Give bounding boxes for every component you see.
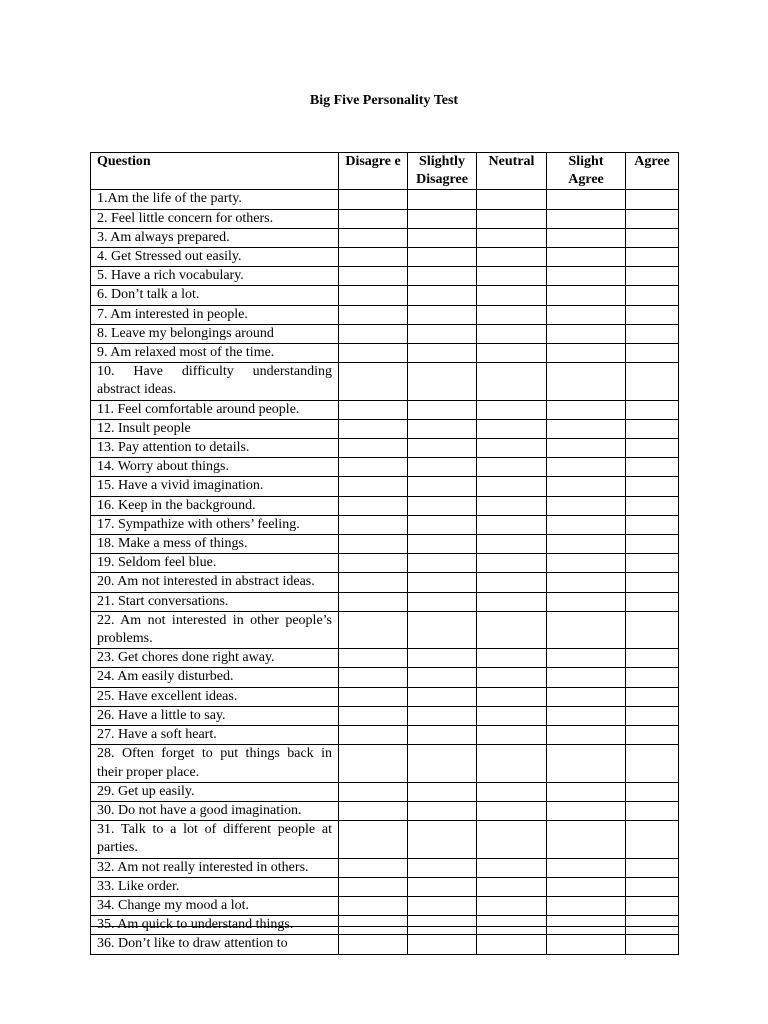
answer-cell-agree[interactable] bbox=[626, 573, 679, 592]
answer-cell-disagree[interactable] bbox=[339, 801, 408, 820]
answer-cell-agree[interactable] bbox=[626, 821, 679, 858]
answer-cell-disagree[interactable] bbox=[339, 324, 408, 343]
answer-cell-slight-agree[interactable] bbox=[547, 419, 626, 438]
question-text: 13. Pay attention to details. bbox=[91, 439, 339, 458]
question-text: 3. Am always prepared. bbox=[91, 228, 339, 247]
table-row bbox=[91, 821, 679, 858]
answer-cell-slight-agree[interactable] bbox=[547, 877, 626, 896]
answer-cell-slight-agree[interactable] bbox=[547, 935, 626, 954]
answer-cell-slight-agree[interactable] bbox=[547, 916, 626, 935]
answer-cell-slight-agree[interactable] bbox=[547, 228, 626, 247]
answer-cell-disagree[interactable] bbox=[339, 935, 408, 954]
answer-cell-disagree[interactable] bbox=[339, 439, 408, 458]
answer-cell-disagree[interactable] bbox=[339, 400, 408, 419]
answer-cell-disagree[interactable] bbox=[339, 592, 408, 611]
answer-cell-disagree[interactable] bbox=[339, 554, 408, 573]
answer-cell-disagree[interactable] bbox=[339, 515, 408, 534]
answer-cell-disagree[interactable] bbox=[339, 916, 408, 935]
answer-cell-slightly-disagree[interactable] bbox=[408, 458, 477, 477]
table-row bbox=[91, 477, 679, 496]
answer-cell-agree[interactable] bbox=[626, 554, 679, 573]
answer-cell-slight-agree[interactable] bbox=[547, 363, 626, 400]
answer-cell-agree[interactable] bbox=[626, 400, 679, 419]
table-row bbox=[91, 286, 679, 305]
answer-cell-slight-agree[interactable] bbox=[547, 858, 626, 877]
answer-cell-disagree[interactable] bbox=[339, 611, 408, 648]
answer-cell-disagree[interactable] bbox=[339, 745, 408, 782]
table-row bbox=[91, 228, 679, 247]
answer-cell-slight-agree[interactable] bbox=[547, 209, 626, 228]
answer-cell-neutral[interactable] bbox=[477, 668, 547, 687]
answer-cell-agree[interactable] bbox=[626, 324, 679, 343]
table-row bbox=[91, 496, 679, 515]
header-disagree: Disagre e bbox=[339, 153, 408, 190]
answer-cell-slight-agree[interactable] bbox=[547, 554, 626, 573]
question-text: 18. Make a mess of things. bbox=[91, 535, 339, 554]
question-text: 22. Am not interested in other people’s problems. bbox=[91, 611, 339, 648]
answer-cell-slightly-disagree[interactable] bbox=[408, 706, 477, 725]
answer-cell-slight-agree[interactable] bbox=[547, 344, 626, 363]
answer-cell-neutral[interactable] bbox=[477, 477, 547, 496]
answer-cell-slightly-disagree[interactable] bbox=[408, 286, 477, 305]
answer-cell-slight-agree[interactable] bbox=[547, 782, 626, 801]
answer-cell-disagree[interactable] bbox=[339, 477, 408, 496]
answer-cell-agree[interactable] bbox=[626, 611, 679, 648]
table-row bbox=[91, 745, 679, 782]
answer-cell-agree[interactable] bbox=[626, 363, 679, 400]
answer-cell-disagree[interactable] bbox=[339, 573, 408, 592]
table-row bbox=[91, 439, 679, 458]
answer-cell-slight-agree[interactable] bbox=[547, 439, 626, 458]
answer-cell-disagree[interactable] bbox=[339, 267, 408, 286]
answer-cell-disagree[interactable] bbox=[339, 190, 408, 209]
table-row bbox=[91, 706, 679, 725]
question-text: 30. Do not have a good imagination. bbox=[91, 801, 339, 820]
question-text: 35. Am quick to understand things. bbox=[91, 916, 339, 935]
answer-cell-slight-agree[interactable] bbox=[547, 535, 626, 554]
table-row bbox=[91, 726, 679, 745]
answer-cell-slightly-disagree[interactable] bbox=[408, 687, 477, 706]
answer-cell-slightly-disagree[interactable] bbox=[408, 228, 477, 247]
answer-cell-slight-agree[interactable] bbox=[547, 477, 626, 496]
question-text: 28. Often forget to put things back in their proper place. bbox=[91, 745, 339, 782]
answer-cell-slight-agree[interactable] bbox=[547, 496, 626, 515]
answer-cell-slight-agree[interactable] bbox=[547, 286, 626, 305]
question-text: 26. Have a little to say. bbox=[91, 706, 339, 725]
answer-cell-disagree[interactable] bbox=[339, 344, 408, 363]
question-text: 1.Am the life of the party. bbox=[91, 190, 339, 209]
answer-cell-agree[interactable] bbox=[626, 515, 679, 534]
answer-cell-agree[interactable] bbox=[626, 439, 679, 458]
answer-cell-neutral[interactable] bbox=[477, 916, 547, 935]
answer-cell-slightly-disagree[interactable] bbox=[408, 554, 477, 573]
answer-cell-slightly-disagree[interactable] bbox=[408, 248, 477, 267]
question-text: 24. Am easily disturbed. bbox=[91, 668, 339, 687]
answer-cell-disagree[interactable] bbox=[339, 209, 408, 228]
answer-cell-slightly-disagree[interactable] bbox=[408, 745, 477, 782]
answer-cell-disagree[interactable] bbox=[339, 668, 408, 687]
question-text: 36. Don’t like to draw attention to bbox=[91, 935, 339, 954]
answer-cell-neutral[interactable] bbox=[477, 515, 547, 534]
question-text: 5. Have a rich vocabulary. bbox=[91, 267, 339, 286]
answer-cell-agree[interactable] bbox=[626, 248, 679, 267]
table-row bbox=[91, 458, 679, 477]
answer-cell-slight-agree[interactable] bbox=[547, 896, 626, 915]
answer-cell-neutral[interactable] bbox=[477, 801, 547, 820]
answer-cell-disagree[interactable] bbox=[339, 248, 408, 267]
question-text: 17. Sympathize with others’ feeling. bbox=[91, 515, 339, 534]
answer-cell-agree[interactable] bbox=[626, 726, 679, 745]
answer-cell-disagree[interactable] bbox=[339, 877, 408, 896]
answer-cell-agree[interactable] bbox=[626, 228, 679, 247]
answer-cell-slightly-disagree[interactable] bbox=[408, 573, 477, 592]
answer-cell-disagree[interactable] bbox=[339, 821, 408, 858]
answer-cell-agree[interactable] bbox=[626, 458, 679, 477]
table-row bbox=[91, 305, 679, 324]
answer-cell-slight-agree[interactable] bbox=[547, 706, 626, 725]
answer-cell-neutral[interactable] bbox=[477, 745, 547, 782]
answer-cell-slightly-disagree[interactable] bbox=[408, 400, 477, 419]
answer-cell-slight-agree[interactable] bbox=[547, 458, 626, 477]
question-text: 27. Have a soft heart. bbox=[91, 726, 339, 745]
answer-cell-slightly-disagree[interactable] bbox=[408, 419, 477, 438]
answer-cell-slightly-disagree[interactable] bbox=[408, 668, 477, 687]
question-text: 2. Feel little concern for others. bbox=[91, 209, 339, 228]
table-row bbox=[91, 535, 679, 554]
header-row bbox=[91, 153, 679, 190]
answer-cell-slightly-disagree[interactable] bbox=[408, 896, 477, 915]
answer-cell-neutral[interactable] bbox=[477, 611, 547, 648]
header-neutral: Neutral bbox=[477, 153, 547, 190]
answer-cell-slightly-disagree[interactable] bbox=[408, 611, 477, 648]
answer-cell-neutral[interactable] bbox=[477, 190, 547, 209]
answer-cell-agree[interactable] bbox=[626, 782, 679, 801]
answer-cell-neutral[interactable] bbox=[477, 496, 547, 515]
questionnaire-table bbox=[90, 152, 679, 955]
answer-cell-neutral[interactable] bbox=[477, 458, 547, 477]
question-text: 10. Have difficulty understanding abstract ideas. bbox=[91, 363, 339, 400]
answer-cell-slight-agree[interactable] bbox=[547, 190, 626, 209]
answer-cell-neutral[interactable] bbox=[477, 535, 547, 554]
table-row bbox=[91, 649, 679, 668]
question-text: 4. Get Stressed out easily. bbox=[91, 248, 339, 267]
answer-cell-agree[interactable] bbox=[626, 916, 679, 935]
answer-cell-slightly-disagree[interactable] bbox=[408, 496, 477, 515]
answer-cell-slightly-disagree[interactable] bbox=[408, 305, 477, 324]
answer-cell-neutral[interactable] bbox=[477, 439, 547, 458]
question-text: 14. Worry about things. bbox=[91, 458, 339, 477]
answer-cell-agree[interactable] bbox=[626, 896, 679, 915]
question-text: 8. Leave my belongings around bbox=[91, 324, 339, 343]
answer-cell-slight-agree[interactable] bbox=[547, 726, 626, 745]
answer-cell-neutral[interactable] bbox=[477, 706, 547, 725]
questions-body bbox=[91, 190, 679, 954]
answer-cell-disagree[interactable] bbox=[339, 687, 408, 706]
answer-cell-slightly-disagree[interactable] bbox=[408, 477, 477, 496]
answer-cell-slightly-disagree[interactable] bbox=[408, 363, 477, 400]
answer-cell-slight-agree[interactable] bbox=[547, 515, 626, 534]
answer-cell-disagree[interactable] bbox=[339, 286, 408, 305]
answer-cell-agree[interactable] bbox=[626, 649, 679, 668]
answer-cell-disagree[interactable] bbox=[339, 496, 408, 515]
table-row bbox=[91, 209, 679, 228]
answer-cell-slight-agree[interactable] bbox=[547, 745, 626, 782]
question-text: 19. Seldom feel blue. bbox=[91, 554, 339, 573]
answer-cell-neutral[interactable] bbox=[477, 554, 547, 573]
answer-cell-disagree[interactable] bbox=[339, 419, 408, 438]
answer-cell-slightly-disagree[interactable] bbox=[408, 877, 477, 896]
answer-cell-neutral[interactable] bbox=[477, 782, 547, 801]
answer-cell-slightly-disagree[interactable] bbox=[408, 726, 477, 745]
answer-cell-agree[interactable] bbox=[626, 858, 679, 877]
answer-cell-agree[interactable] bbox=[626, 706, 679, 725]
answer-cell-slight-agree[interactable] bbox=[547, 248, 626, 267]
answer-cell-neutral[interactable] bbox=[477, 305, 547, 324]
answer-cell-slight-agree[interactable] bbox=[547, 668, 626, 687]
table-row bbox=[91, 267, 679, 286]
answer-cell-neutral[interactable] bbox=[477, 267, 547, 286]
answer-cell-slightly-disagree[interactable] bbox=[408, 439, 477, 458]
answer-cell-agree[interactable] bbox=[626, 877, 679, 896]
answer-cell-agree[interactable] bbox=[626, 477, 679, 496]
question-text: 7. Am interested in people. bbox=[91, 305, 339, 324]
answer-cell-agree[interactable] bbox=[626, 267, 679, 286]
answer-cell-slightly-disagree[interactable] bbox=[408, 535, 477, 554]
table-row bbox=[91, 782, 679, 801]
table-row bbox=[91, 573, 679, 592]
question-text: 31. Talk to a lot of different people at parties. bbox=[91, 821, 339, 858]
answer-cell-neutral[interactable] bbox=[477, 419, 547, 438]
answer-cell-slightly-disagree[interactable] bbox=[408, 801, 477, 820]
answer-cell-neutral[interactable] bbox=[477, 248, 547, 267]
table-row bbox=[91, 877, 679, 896]
answer-cell-slightly-disagree[interactable] bbox=[408, 916, 477, 935]
answer-cell-neutral[interactable] bbox=[477, 726, 547, 745]
header-slight-agree: Slight Agree bbox=[547, 153, 626, 190]
answer-cell-slightly-disagree[interactable] bbox=[408, 209, 477, 228]
question-text: 15. Have a vivid imagination. bbox=[91, 477, 339, 496]
question-text: 20. Am not interested in abstract ideas. bbox=[91, 573, 339, 592]
answer-cell-neutral[interactable] bbox=[477, 858, 547, 877]
answer-cell-slightly-disagree[interactable] bbox=[408, 592, 477, 611]
table-row bbox=[91, 896, 679, 915]
answer-cell-agree[interactable] bbox=[626, 190, 679, 209]
answer-cell-agree[interactable] bbox=[626, 535, 679, 554]
answer-cell-neutral[interactable] bbox=[477, 363, 547, 400]
header-agree: Agree bbox=[626, 153, 679, 190]
answer-cell-slight-agree[interactable] bbox=[547, 400, 626, 419]
answer-cell-neutral[interactable] bbox=[477, 592, 547, 611]
question-text: 33. Like order. bbox=[91, 877, 339, 896]
answer-cell-slightly-disagree[interactable] bbox=[408, 858, 477, 877]
answer-cell-agree[interactable] bbox=[626, 745, 679, 782]
answer-cell-neutral[interactable] bbox=[477, 573, 547, 592]
table-row bbox=[91, 554, 679, 573]
answer-cell-slight-agree[interactable] bbox=[547, 611, 626, 648]
answer-cell-neutral[interactable] bbox=[477, 821, 547, 858]
table-row bbox=[91, 668, 679, 687]
answer-cell-agree[interactable] bbox=[626, 801, 679, 820]
answer-cell-disagree[interactable] bbox=[339, 305, 408, 324]
question-text: 21. Start conversations. bbox=[91, 592, 339, 611]
question-text: 16. Keep in the background. bbox=[91, 496, 339, 515]
answer-cell-disagree[interactable] bbox=[339, 228, 408, 247]
answer-cell-disagree[interactable] bbox=[339, 649, 408, 668]
answer-cell-slightly-disagree[interactable] bbox=[408, 190, 477, 209]
answer-cell-neutral[interactable] bbox=[477, 877, 547, 896]
answer-cell-slight-agree[interactable] bbox=[547, 267, 626, 286]
question-text: 6. Don’t talk a lot. bbox=[91, 286, 339, 305]
answer-cell-slightly-disagree[interactable] bbox=[408, 344, 477, 363]
table-row bbox=[91, 935, 679, 954]
answer-cell-agree[interactable] bbox=[626, 496, 679, 515]
table-row bbox=[91, 400, 679, 419]
table-row bbox=[91, 858, 679, 877]
answer-cell-slight-agree[interactable] bbox=[547, 821, 626, 858]
answer-cell-agree[interactable] bbox=[626, 592, 679, 611]
answer-cell-neutral[interactable] bbox=[477, 324, 547, 343]
answer-cell-slightly-disagree[interactable] bbox=[408, 324, 477, 343]
answer-cell-disagree[interactable] bbox=[339, 896, 408, 915]
table-row bbox=[91, 344, 679, 363]
answer-cell-slight-agree[interactable] bbox=[547, 801, 626, 820]
table-row bbox=[91, 363, 679, 400]
answer-cell-slightly-disagree[interactable] bbox=[408, 649, 477, 668]
answer-cell-slight-agree[interactable] bbox=[547, 305, 626, 324]
table-row bbox=[91, 248, 679, 267]
questionnaire-sheet bbox=[90, 152, 679, 952]
answer-cell-agree[interactable] bbox=[626, 286, 679, 305]
answer-cell-agree[interactable] bbox=[626, 935, 679, 954]
answer-cell-disagree[interactable] bbox=[339, 706, 408, 725]
answer-cell-slightly-disagree[interactable] bbox=[408, 267, 477, 286]
question-text: 9. Am relaxed most of the time. bbox=[91, 344, 339, 363]
table-row bbox=[91, 515, 679, 534]
answer-cell-agree[interactable] bbox=[626, 419, 679, 438]
question-text: 34. Change my mood a lot. bbox=[91, 896, 339, 915]
answer-cell-slightly-disagree[interactable] bbox=[408, 821, 477, 858]
table-row bbox=[91, 801, 679, 820]
answer-cell-neutral[interactable] bbox=[477, 935, 547, 954]
answer-cell-agree[interactable] bbox=[626, 305, 679, 324]
page-title: Big Five Personality Test bbox=[309, 93, 459, 108]
answer-cell-slight-agree[interactable] bbox=[547, 687, 626, 706]
answer-cell-disagree[interactable] bbox=[339, 782, 408, 801]
header-slightly-disagree: Slightly Disagree bbox=[408, 153, 477, 190]
answer-cell-neutral[interactable] bbox=[477, 896, 547, 915]
table-row bbox=[91, 324, 679, 343]
answer-cell-disagree[interactable] bbox=[339, 535, 408, 554]
table-row bbox=[91, 687, 679, 706]
answer-cell-slightly-disagree[interactable] bbox=[408, 935, 477, 954]
table-row bbox=[91, 190, 679, 209]
question-text: 11. Feel comfortable around people. bbox=[91, 400, 339, 419]
answer-cell-neutral[interactable] bbox=[477, 687, 547, 706]
answer-cell-agree[interactable] bbox=[626, 209, 679, 228]
answer-cell-neutral[interactable] bbox=[477, 344, 547, 363]
table-row bbox=[91, 916, 679, 935]
answer-cell-disagree[interactable] bbox=[339, 363, 408, 400]
answer-cell-neutral[interactable] bbox=[477, 209, 547, 228]
header-question: Question bbox=[91, 153, 339, 190]
answer-cell-agree[interactable] bbox=[626, 687, 679, 706]
answer-cell-neutral[interactable] bbox=[477, 400, 547, 419]
answer-cell-disagree[interactable] bbox=[339, 726, 408, 745]
answer-cell-slight-agree[interactable] bbox=[547, 573, 626, 592]
answer-cell-slight-agree[interactable] bbox=[547, 649, 626, 668]
answer-cell-disagree[interactable] bbox=[339, 458, 408, 477]
question-text: 12. Insult people bbox=[91, 419, 339, 438]
answer-cell-slightly-disagree[interactable] bbox=[408, 782, 477, 801]
answer-cell-agree[interactable] bbox=[626, 344, 679, 363]
table-row bbox=[91, 611, 679, 648]
table-row bbox=[91, 419, 679, 438]
answer-cell-slight-agree[interactable] bbox=[547, 324, 626, 343]
table-row bbox=[91, 592, 679, 611]
question-text: 25. Have excellent ideas. bbox=[91, 687, 339, 706]
answer-cell-neutral[interactable] bbox=[477, 286, 547, 305]
answer-cell-disagree[interactable] bbox=[339, 858, 408, 877]
answer-cell-neutral[interactable] bbox=[477, 649, 547, 668]
answer-cell-slightly-disagree[interactable] bbox=[408, 515, 477, 534]
answer-cell-slight-agree[interactable] bbox=[547, 592, 626, 611]
question-text: 32. Am not really interested in others. bbox=[91, 858, 339, 877]
question-text: 23. Get chores done right away. bbox=[91, 649, 339, 668]
answer-cell-agree[interactable] bbox=[626, 668, 679, 687]
answer-cell-neutral[interactable] bbox=[477, 228, 547, 247]
question-text: 29. Get up easily. bbox=[91, 782, 339, 801]
